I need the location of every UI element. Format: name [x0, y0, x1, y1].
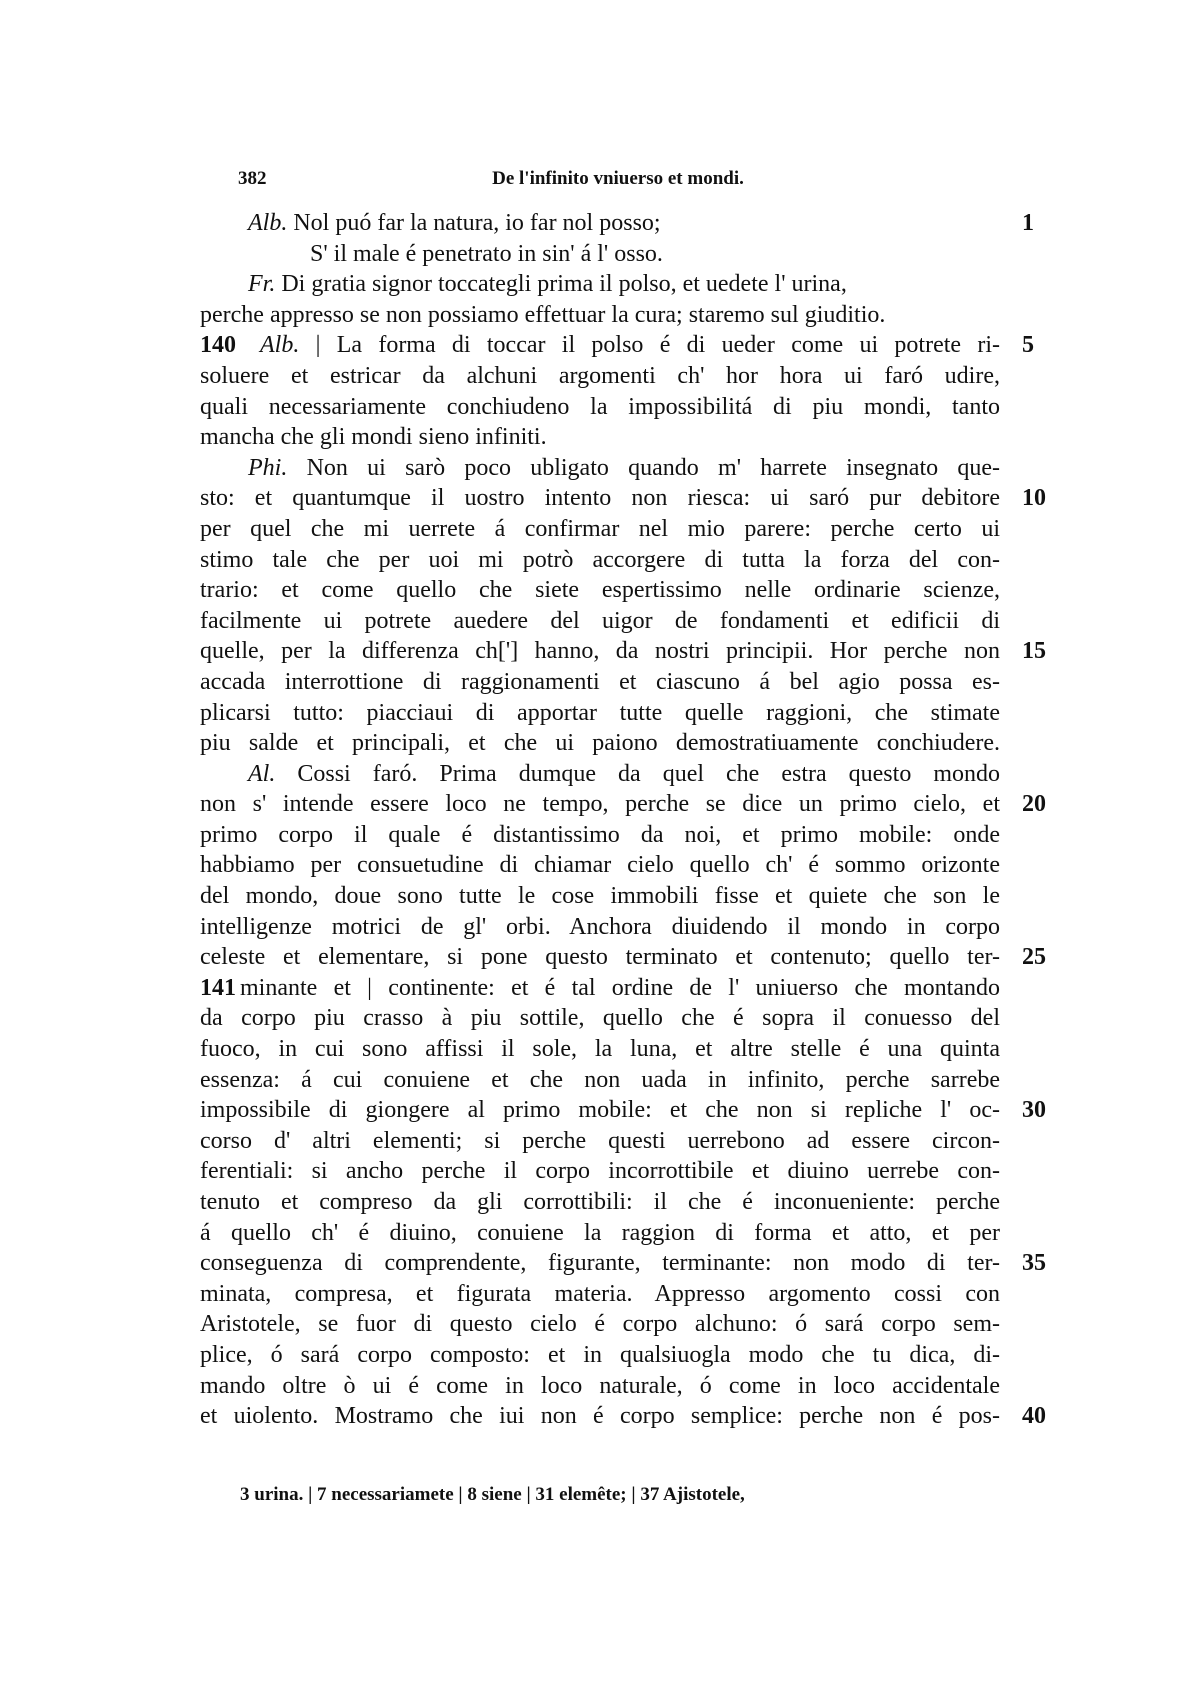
line-content: Non ui sarò poco ubligato quando m' harrete insegnato que- [306, 454, 1000, 481]
line-text [200, 728, 1000, 759]
text-line [200, 361, 1000, 392]
line-content: mando oltre ò ui é come in loco naturale, ó come in loco accidentale [200, 1372, 1000, 1399]
text-line [200, 667, 1000, 698]
text-line [200, 545, 1000, 576]
line-text [200, 606, 1000, 637]
line-text [200, 514, 1000, 545]
text-line [200, 208, 1034, 239]
text-line [200, 1003, 1000, 1034]
line-content: minata, compresa, et figurata materia. Appresso argomento cossi con [200, 1280, 1000, 1307]
text-line [200, 1126, 1000, 1157]
text-line [200, 636, 1046, 667]
line-content: trario: et come quello che siete espertissimo nelle ordinarie scienze, [200, 577, 1000, 604]
line-content: impossibile di giongere al primo mobile: et che non si repliche l' oc- [200, 1097, 1000, 1124]
text-line [200, 483, 1046, 514]
line-text [200, 1218, 1000, 1249]
text-line [200, 453, 1000, 484]
line-number: 15 [1022, 638, 1046, 665]
line-content: Cossi faró. Prima dumque da quel che estra questo mondo [297, 760, 1000, 787]
text-line [200, 1095, 1046, 1126]
line-text [200, 1187, 1000, 1218]
line-content: sto: et quantumque il uostro intento non riesca: ui saró pur debitore [200, 485, 1000, 512]
line-content: S' il male é penetrato in sin' á l' osso. [310, 240, 663, 267]
text-line [200, 392, 1000, 423]
line-text [200, 789, 1000, 820]
line-text [200, 361, 1000, 392]
line-text [200, 1371, 1000, 1402]
text-line [200, 881, 1000, 912]
line-content: á quello ch' é diuino, conuiene la raggion di forma et atto, et per [200, 1219, 1000, 1246]
text-line [200, 728, 1000, 759]
line-content: quelle, per la differenza ch['] hanno, da nostri principii. Hor perche non [200, 638, 1000, 665]
line-number: 1 [1022, 210, 1034, 236]
line-content: tenuto et compreso da gli corrottibili: il che é inconueniente: perche [200, 1189, 1000, 1215]
line-text [200, 300, 1000, 331]
page-number: 382 [238, 168, 267, 189]
line-text [200, 1095, 1000, 1126]
line-content: conseguenza di comprendente, figurante, terminante: non modo di ter- [200, 1250, 1000, 1277]
line-text [200, 453, 1000, 484]
line-content: Di gratia signor toccategli prima il polso, et uedete l' urina, [281, 271, 847, 298]
line-content: facilmente ui potrete auedere del uigor de fondamenti et edificii di [200, 607, 1000, 634]
line-content: stimo tale che per uoi mi potrò accorgere di tutta la forza del con- [200, 546, 1000, 573]
line-content: del mondo, doue sono tutte le cose immobili fisse et quiete che son le [200, 883, 1000, 910]
line-number: 40 [1022, 1403, 1046, 1430]
line-content: primo corpo il quale é distantissimo da noi, et primo mobile: onde [200, 821, 1000, 848]
text-line [200, 1371, 1000, 1402]
line-content: Nol puó far la natura, io far nol posso; [293, 210, 661, 236]
text-line [200, 1065, 1000, 1096]
text-line [200, 820, 1000, 851]
text-line [200, 973, 1000, 1004]
line-text [200, 973, 1000, 1004]
line-text [200, 698, 1000, 729]
margin-page-ref: 140 [200, 332, 236, 359]
line-text [200, 881, 1000, 912]
line-text [200, 942, 1000, 973]
speaker-label: Fr. [248, 271, 282, 298]
line-text [200, 545, 1000, 576]
text-line [200, 942, 1046, 973]
text-line [200, 330, 1034, 361]
line-text [200, 636, 1000, 667]
margin-page-ref: 141 [200, 974, 236, 1001]
line-content: Aristotele, se fuor di questo cielo é corpo alchuno: ó sará corpo sem- [200, 1311, 1000, 1338]
text-line [200, 1218, 1000, 1249]
line-content: soluere et estricar da alchuni argomenti ch' hor hora ui faró udire, [200, 362, 1000, 389]
line-content: intelligenze motrici de gl' orbi. Anchora diuidendo il mondo in corpo [200, 913, 1000, 940]
running-title: De l'infinito vniuerso et mondi. [492, 168, 744, 189]
text-line [200, 1401, 1046, 1432]
text-line [200, 850, 1000, 881]
speaker-label: Alb. [248, 210, 294, 236]
line-content: quali necessariamente conchiudeno la impossibilitá di piu mondi, tanto [200, 393, 1000, 420]
line-content: per quel che mi uerrete á confirmar nel mio parere: perche certo ui [200, 515, 1000, 542]
text-line [200, 912, 1000, 943]
line-content: celeste et elementare, si pone questo terminato et contenuto; quello ter- [200, 944, 1000, 971]
line-content: essenza: á cui conuiene et che non uada in infinito, perche sarrebe [200, 1066, 1000, 1093]
line-content: da corpo piu crasso à piu sottile, quello che é sopra il conuesso del [200, 1005, 1000, 1032]
page-header [238, 168, 998, 196]
line-text [200, 422, 1000, 453]
line-text [200, 392, 1000, 423]
line-text [200, 1003, 1000, 1034]
line-text [200, 667, 1000, 698]
footnote-apparatus: 3 urina. | 7 necessariamete | 8 siene | 31 elemête; | 37 Ajistotele, [240, 1484, 745, 1505]
text-line [200, 698, 1000, 729]
line-text [200, 483, 1000, 514]
line-content: habbiamo per consuetudine di chiamar cielo quello ch' é sommo orizonte [200, 852, 1000, 879]
text-line [200, 1248, 1046, 1279]
text-line [200, 575, 1000, 606]
text-line [200, 1156, 1000, 1187]
line-content: | La forma di toccar il polso é di ueder come ui potrete ri- [315, 332, 1001, 359]
line-content: corso d' altri elementi; si perche questi uerrebono ad essere circon- [200, 1127, 1000, 1154]
speaker-label: Alb. [260, 332, 316, 359]
text-line [200, 1340, 1000, 1371]
text-line [200, 606, 1000, 637]
line-text [200, 850, 1000, 881]
line-number: 20 [1022, 791, 1046, 818]
text-line [200, 269, 1000, 300]
line-text [200, 1065, 1000, 1096]
line-text [200, 239, 1000, 270]
line-content: ferentiali: si ancho perche il corpo incorrottibile et diuino uerrebe con- [200, 1158, 1000, 1185]
line-content: minante et | continente: et é tal ordine de l' uniuerso che montando [240, 974, 1000, 1001]
line-text [200, 208, 1000, 239]
line-content: piu salde et principali, et che ui paiono demostratiuamente conchiudere. [200, 730, 1000, 757]
text-line [200, 1279, 1000, 1310]
line-content: non s' intende essere loco ne tempo, perche se dice un primo cielo, et [200, 791, 1000, 818]
line-text [200, 759, 1000, 790]
text-line [200, 1187, 1000, 1218]
text-line [200, 422, 1000, 453]
line-content: perche appresso se non possiamo effettuar la cura; staremo sul giuditio. [200, 301, 886, 328]
line-text [200, 1248, 1000, 1279]
text-line [200, 514, 1000, 545]
line-number: 5 [1022, 332, 1034, 359]
body-text [200, 208, 1046, 1432]
line-number: 30 [1022, 1097, 1046, 1124]
line-text [200, 269, 1000, 300]
line-number: 25 [1022, 944, 1046, 971]
line-content: fuoco, in cui sono affissi il sole, la luna, et altre stelle é una quinta [200, 1036, 1000, 1063]
text-line [200, 789, 1046, 820]
text-line [200, 759, 1000, 790]
line-text [200, 912, 1000, 943]
text-line [200, 1034, 1000, 1065]
line-text [200, 1309, 1000, 1340]
line-text [200, 1401, 1000, 1432]
line-content: mancha che gli mondi sieno infiniti. [200, 424, 547, 451]
line-text [200, 1279, 1000, 1310]
line-text [200, 820, 1000, 851]
line-text [200, 330, 1000, 361]
line-text [200, 1126, 1000, 1157]
line-content: plice, ó sará corpo composto: et in qualsiuogla modo che tu dica, di- [200, 1341, 1000, 1368]
line-text [200, 1034, 1000, 1065]
line-content: accada interrottione di raggionamenti et ciascuno á bel agio possa es- [200, 668, 1000, 695]
line-text [200, 575, 1000, 606]
speaker-label: Al. [248, 760, 298, 787]
text-line [200, 1309, 1000, 1340]
line-content: et uiolento. Mostramo che iui non é corpo semplice: perche non é pos- [200, 1403, 1000, 1430]
line-text [200, 1340, 1000, 1371]
line-content: plicarsi tutto: piacciaui di apportar tutte quelle raggioni, che stimate [200, 699, 1000, 726]
line-text [200, 1156, 1000, 1187]
line-number: 10 [1022, 485, 1046, 512]
text-line [200, 300, 1000, 331]
line-number: 35 [1022, 1250, 1046, 1277]
speaker-label: Phi. [248, 454, 307, 481]
text-line [200, 239, 1000, 270]
